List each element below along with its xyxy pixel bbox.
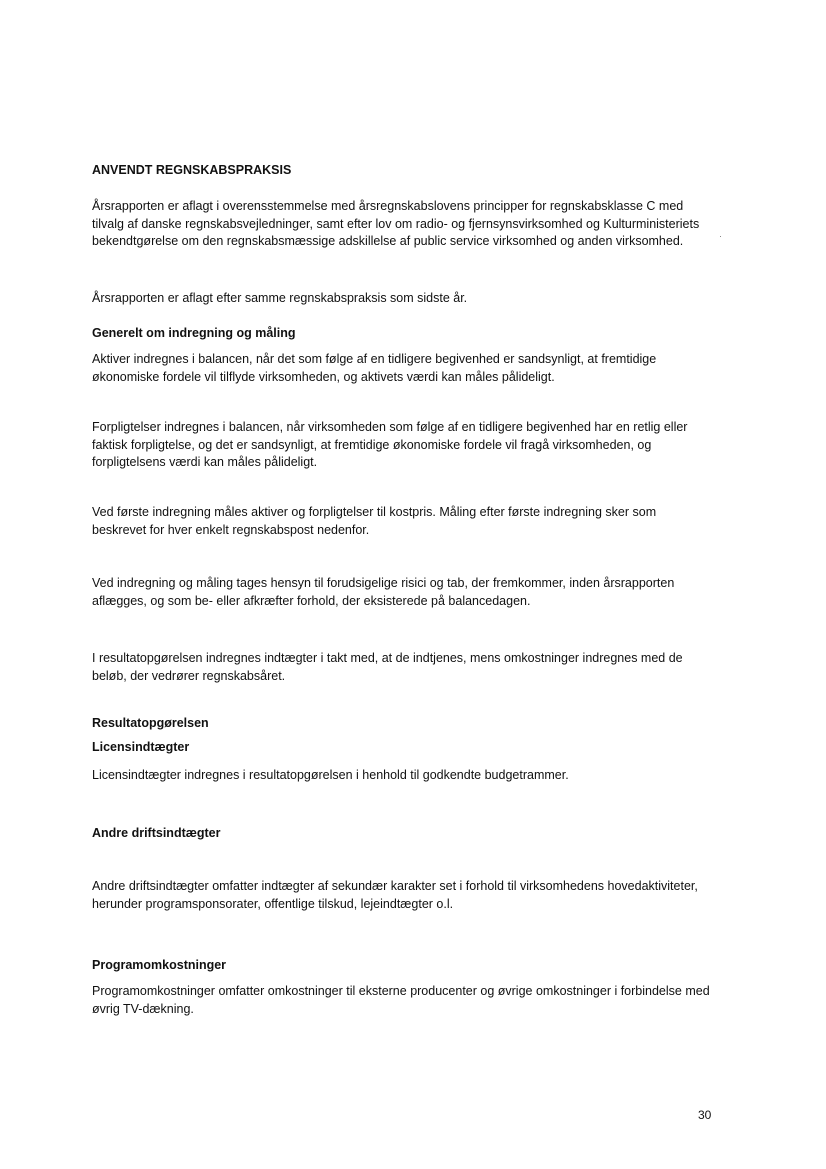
general-paragraph-4: Ved indregning og måling tages hensyn til forudsigelige risici og tab, der fremkommer, inden årsrapporten aflægges, og som be- eller afkræfter forhold, der eksisterede på balancedagen. <box>92 576 675 608</box>
general-heading: Generelt om indregning og måling <box>92 326 296 340</box>
intro-paragraph-1: Årsrapporten er aflagt i overensstemmelse med årsregnskabslovens principper for regnskabsklasse C med tilvalg af danske regnskabsvejledninger, samt efter lov om radio- og fjernsynsvirksomhed og Kulturministeriets bekendtgørelse om den regnskabsmæssige adskillelse af public service virksomhed og anden virksomhed. <box>92 199 700 248</box>
general-paragraph-5: I resultatopgørelsen indregnes indtægter i takt med, at de indtjenes, mens omkostninger indregnes med de beløb, der vedrører regnskabsåret. <box>92 651 683 683</box>
program-costs-paragraph: Programomkostninger omfatter omkostninger til eksterne producenter og øvrige omkostninger i forbindelse med øvrig TV-dækning. <box>92 984 710 1016</box>
other-income-heading: Andre driftsindtægter <box>92 826 221 840</box>
license-heading: Licensindtægter <box>92 740 190 754</box>
scan-speck <box>720 236 721 237</box>
general-paragraph-2: Forpligtelser indregnes i balancen, når virksomheden som følge af en tidligere begivenhed har en retlig eller faktisk forpligtelse, og det er sandsynligt, at fremtidige økonomiske fordele vil fragå virksomheden, og forpligtelsens værdi kan måles pålideligt. <box>92 420 688 469</box>
section-title: ANVENDT REGNSKABSPRAKSIS <box>92 163 292 177</box>
general-paragraph-3: Ved første indregning måles aktiver og forpligtelser til kostpris. Måling efter første indregning sker som beskrevet for hver enkelt regnskabspost nedenfor. <box>92 505 657 537</box>
page-number: 30 <box>698 1108 712 1122</box>
income-statement-heading: Resultatopgørelsen <box>92 716 209 730</box>
intro-paragraph-2: Årsrapporten er aflagt efter samme regnskabspraksis som sidste år. <box>92 291 468 305</box>
other-income-paragraph: Andre driftsindtægter omfatter indtægter af sekundær karakter set i forhold til virksomhedens hovedaktiviteter, herunder programsponsorater, offentlige tilskud, lejeindtægter o.l. <box>92 879 698 911</box>
license-paragraph: Licensindtægter indregnes i resultatopgørelsen i henhold til godkendte budgetrammer. <box>92 768 569 782</box>
program-costs-heading: Programomkostninger <box>92 958 227 972</box>
general-paragraph-1: Aktiver indregnes i balancen, når det som følge af en tidligere begivenhed er sandsynligt, at fremtidige økonomiske fordele vil tilflyde virksomheden, og aktivets værdi kan måles pålideligt. <box>92 352 657 384</box>
